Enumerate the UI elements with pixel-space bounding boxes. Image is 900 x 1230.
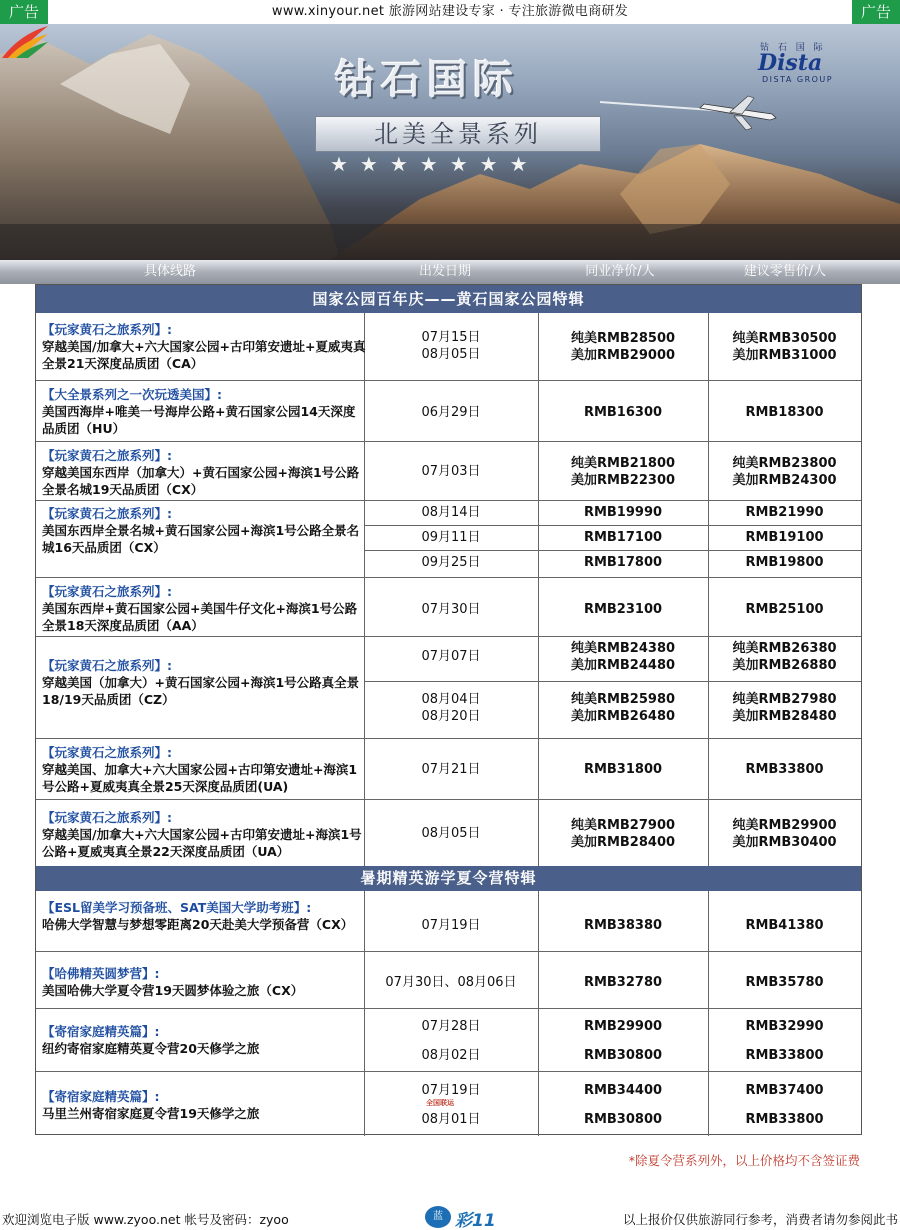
net-price-cell: 纯美RMB24380 美加RMB24480 bbox=[570, 641, 676, 673]
net-price-cell: 纯美RMB28500 美加RMB29000 bbox=[570, 331, 676, 363]
date-cell: 07月07日 bbox=[421, 649, 481, 664]
route-cell: 【寄宿家庭精英篇】: 纽约寄宿家庭精英夏令营20天修学之旅 bbox=[42, 1024, 260, 1056]
date-cell: 08月05日 bbox=[421, 826, 481, 841]
net-price-cell: RMB17800 bbox=[583, 555, 663, 570]
date-cell: 08月04日 08月20日 bbox=[421, 692, 481, 724]
airplane-icon bbox=[700, 96, 776, 130]
net-price-cell: 纯美RMB27900 美加RMB28400 bbox=[570, 818, 676, 850]
retail-price-cell: 纯美RMB23800 美加RMB24300 bbox=[732, 456, 837, 488]
route-cell: 【ESL留美学习预备班、SAT美国大学助考班】: 哈佛大学智慧与梦想零距离20天赴美大学预备营（CX） bbox=[42, 900, 354, 932]
retail-price-cell: 纯美RMB29900 美加RMB30400 bbox=[732, 818, 837, 850]
route-cell: 【大全景系列之一次玩透美国】: 美国西海岸+唯美一号海岸公路+黄石国家公园14天深度品质团（HU） bbox=[42, 387, 356, 436]
retail-price-cell: 纯美RMB26380 美加RMB26880 bbox=[732, 641, 837, 673]
net-price-cell: RMB38380 bbox=[583, 918, 663, 933]
nationwide-connection-note: 全国联运 bbox=[426, 1099, 454, 1107]
date-cell: 06月29日 bbox=[421, 405, 481, 420]
net-price-cell: RMB29900 bbox=[583, 1019, 663, 1034]
top-ad-bar bbox=[0, 0, 900, 24]
route-cell: 【玩家黄石之旅系列】: 穿越美国/加拿大+六大国家公园+古印第安遗址+夏威夷真全景21天深度品质团（CA） bbox=[42, 322, 366, 371]
retail-price-cell: RMB19800 bbox=[745, 555, 824, 570]
price-table bbox=[35, 284, 862, 1135]
retail-price-cell: RMB41380 bbox=[745, 918, 824, 933]
section-summer-camp: 暑期精英游学夏令营特辑 bbox=[36, 866, 861, 891]
net-price-cell: 纯美RMB21800 美加RMB22300 bbox=[570, 456, 676, 488]
logo-cn-text: 钻 石 国 际 bbox=[760, 43, 826, 53]
route-cell: 【寄宿家庭精英篇】: 马里兰州寄宿家庭夏令营19天修学之旅 bbox=[42, 1089, 260, 1121]
net-price-cell: RMB30800 bbox=[583, 1112, 663, 1127]
retail-price-cell: RMB33800 bbox=[745, 762, 824, 777]
date-cell: 09月25日 bbox=[421, 555, 481, 570]
section-yellowstone: 国家公园百年庆——黄石国家公园特辑 bbox=[36, 285, 861, 313]
retail-price-cell: RMB35780 bbox=[745, 975, 824, 990]
column-header bbox=[0, 260, 900, 284]
series-title: 北美全景系列 bbox=[374, 120, 542, 148]
retail-price-cell: RMB21990 bbox=[745, 505, 824, 520]
retail-price-cell: RMB37400 bbox=[745, 1083, 824, 1098]
route-cell: 【玩家黄石之旅系列】: 穿越美国（加拿大）+黄石国家公园+海滨1号公路真全景18/19天品质团（CZ） bbox=[42, 658, 360, 707]
net-price-cell: 纯美RMB25980 美加RMB26480 bbox=[570, 692, 676, 724]
footer-site-info: 欢迎浏览电子版 www.zyoo.net 帐号及密码：zyoo bbox=[2, 1212, 289, 1227]
date-cell: 08月14日 bbox=[421, 505, 481, 520]
col-net-price: 同业净价/人 bbox=[585, 264, 655, 279]
date-cell: 07月03日 bbox=[421, 464, 481, 479]
net-price-cell: RMB16300 bbox=[583, 405, 663, 420]
col-retail-price: 建议零售价/人 bbox=[743, 264, 827, 279]
route-cell: 【玩家黄石之旅系列】: 穿越美国东西岸（加拿大）+黄石国家公园+海滨1号公路全景名城19天品质团（CX） bbox=[42, 448, 360, 497]
top-site-title: www.xinyour.net 旅游网站建设专家 · 专注旅游微电商研发 bbox=[271, 4, 629, 19]
retail-price-cell: RMB32990 bbox=[745, 1019, 824, 1034]
route-cell: 【玩家黄石之旅系列】: 美国东西岸+黄石国家公园+美国牛仔文化+海滨1号公路全景18天深度品质团（AA） bbox=[42, 584, 358, 633]
date-cell: 08月01日 bbox=[421, 1112, 481, 1127]
date-cell: 07月15日 08月05日 bbox=[421, 330, 481, 362]
retail-price-cell: RMB19100 bbox=[745, 530, 824, 545]
date-cell: 09月11日 bbox=[421, 530, 481, 545]
date-cell: 07月19日 bbox=[421, 918, 481, 933]
retail-price-cell: 纯美RMB27980 美加RMB28480 bbox=[732, 692, 837, 724]
retail-price-cell: 纯美RMB30500 美加RMB31000 bbox=[732, 331, 837, 363]
logo-group-text: DISTA GROUP bbox=[762, 75, 834, 84]
route-cell: 【玩家黄石之旅系列】: 美国东西岸全景名城+黄石国家公园+海滨1号公路全景名城16天品质团（CX） bbox=[42, 506, 360, 555]
retail-price-cell: RMB25100 bbox=[745, 602, 824, 617]
col-date: 出发日期 bbox=[418, 264, 471, 279]
date-cell: 07月28日 bbox=[421, 1019, 481, 1034]
logo-en-text: Dista bbox=[758, 50, 823, 76]
ad-tag-left[interactable]: 广告 bbox=[0, 0, 48, 24]
date-cell: 07月30日、08月06日 bbox=[385, 975, 517, 990]
route-cell: 【哈佛精英圆梦营】: 美国哈佛大学夏令营19天圆梦体验之旅（CX） bbox=[42, 966, 304, 998]
footer-disclaimer: 以上报价仅供旅游同行参考，消费者请勿参阅此书 bbox=[622, 1212, 898, 1227]
date-cell: 08月02日 bbox=[421, 1048, 481, 1063]
date-cell: 07月30日 bbox=[421, 602, 481, 617]
net-price-cell: RMB17100 bbox=[583, 530, 663, 545]
route-cell: 【玩家黄石之旅系列】: 穿越美国、加拿大+六大国家公园+古印第安遗址+海滨1号公路+夏威夷真全景25天深度品质团(UA) bbox=[42, 745, 358, 794]
footer bbox=[0, 1206, 900, 1230]
logo-swoosh-icon bbox=[0, 24, 50, 60]
brand-title: 钻石国际 bbox=[335, 57, 519, 103]
net-price-cell: RMB31800 bbox=[583, 762, 663, 777]
visa-footnote: *除夏令营系列外，以上价格均不含签证费 bbox=[628, 1153, 860, 1168]
route-cell: 【玩家黄石之旅系列】: 穿越美国/加拿大+六大国家公园+古印第安遗址+海滨1号公路+夏威夷真全景22天深度品质团（UA） bbox=[42, 810, 362, 859]
retail-price-cell: RMB33800 bbox=[745, 1048, 824, 1063]
net-price-cell: RMB32780 bbox=[583, 975, 663, 990]
retail-price-cell: RMB18300 bbox=[745, 405, 824, 420]
date-cell: 07月19日 bbox=[421, 1083, 481, 1098]
retail-price-cell: RMB33800 bbox=[745, 1112, 824, 1127]
col-route: 具体线路 bbox=[143, 264, 196, 279]
date-cell: 07月21日 bbox=[421, 762, 481, 777]
net-price-cell: RMB19990 bbox=[583, 505, 663, 520]
net-price-cell: RMB30800 bbox=[583, 1048, 663, 1063]
net-price-cell: RMB23100 bbox=[583, 602, 663, 617]
banner bbox=[0, 24, 900, 260]
page-badge: 蓝 bbox=[425, 1206, 451, 1228]
ad-tag-right[interactable]: 广告 bbox=[852, 0, 900, 24]
page-number: 彩11 bbox=[455, 1211, 496, 1230]
star-rating: ★★★★★★★ bbox=[330, 152, 540, 176]
net-price-cell: RMB34400 bbox=[583, 1083, 663, 1098]
